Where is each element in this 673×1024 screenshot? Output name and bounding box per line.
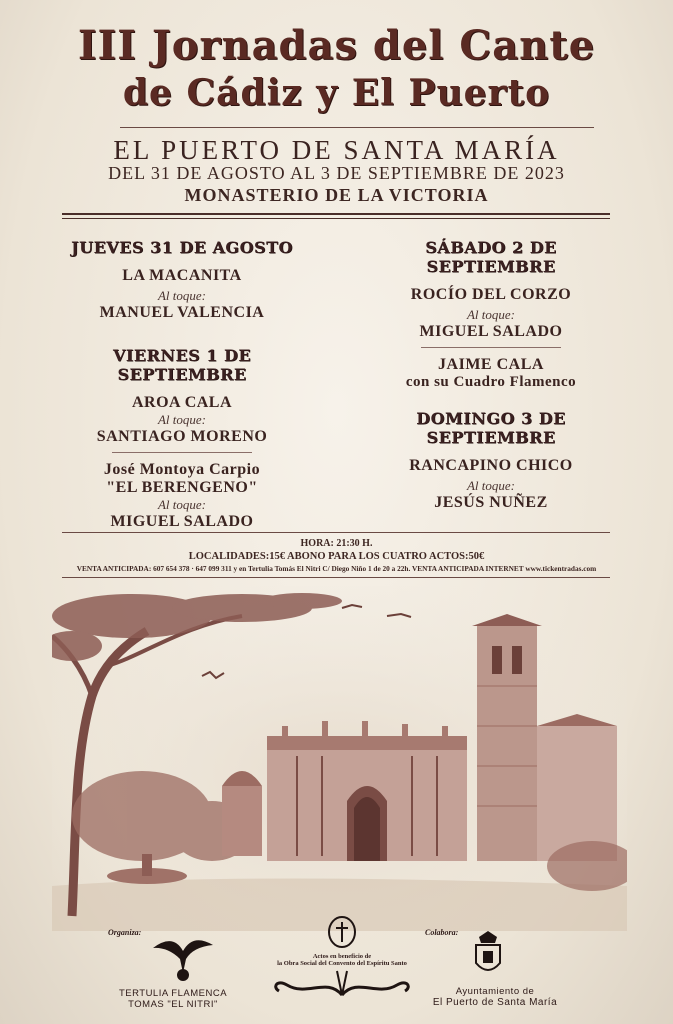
organizer-logo-block: [108, 928, 238, 1010]
collaborator-name-line2: El Puerto de Santa María: [432, 997, 558, 1008]
info-divider-top: [62, 532, 610, 533]
colabora-label: Colabora:: [425, 928, 459, 937]
day-heading-saturday: SÁBADO 2 DE SEPTIEMBRE: [425, 238, 557, 276]
artist-name: RANCAPINO CHICO: [409, 457, 573, 474]
left-column: [58, 238, 306, 531]
toque-label: Al toque:: [157, 412, 206, 427]
guitarist-name: MIGUEL SALADO: [110, 513, 254, 530]
time-info: HORA: 21:30 H.: [300, 538, 373, 549]
artist-name: ROCÍO DEL CORZO: [410, 286, 572, 303]
collaborator-name-line1: Ayuntamiento de: [455, 986, 535, 997]
header-double-divider: [62, 213, 610, 219]
venue-name: MONASTERIO DE LA VICTORIA: [184, 185, 489, 205]
artist-name: LA MACANITA: [122, 267, 242, 284]
artist-subtitle: con su Cuadro Flamenco: [405, 374, 577, 390]
monastery-illustration: [52, 586, 627, 931]
toque-label: Al toque:: [466, 307, 515, 322]
day-heading-friday: VIERNES 1 DE SEPTIEMBRE: [112, 346, 252, 384]
ticket-prices: LOCALIDADES:15€ ABONO PARA LOS CUATRO ACTOS:50€: [188, 551, 485, 562]
day-heading-thursday: JUEVES 31 DE AGOSTO: [71, 238, 293, 257]
collaborator-logo-block: [425, 928, 565, 1008]
convent-seal-icon: [327, 916, 357, 948]
organiza-label: Organiza:: [108, 928, 142, 937]
center-text-line2: la Obra Social del Convento del Espíritu Santo: [277, 960, 407, 967]
title-divider: [120, 127, 594, 128]
artist-name: JAIME CALA: [438, 356, 544, 373]
artist-nickname: "EL BERENGENO": [106, 479, 258, 496]
organizer-name-line1: TERTULIA FLAMENCA: [118, 988, 228, 999]
title-line-2: de Cádiz y El Puerto: [122, 72, 551, 114]
center-logo-block: [252, 916, 432, 1006]
info-divider-bottom: [62, 577, 610, 578]
advance-sales-info: VENTA ANTICIPADA: 607 654 378 · 647 099 311 y en Tertulia Tomás El Nitri C/ Diego Niño 1 de 20 a 22h. VENTA ANTICIPADA INTERNET www.tickentradas.com: [76, 564, 597, 573]
center-text-line1: Actos en beneficio de: [312, 953, 372, 960]
guitarist-name: MIGUEL SALADO: [419, 323, 563, 340]
guitarist-name: MANUEL VALENCIA: [99, 304, 265, 321]
entry-divider: [112, 452, 252, 453]
day-heading-sunday: DOMINGO 3 DE SEPTIEMBRE: [416, 409, 566, 447]
ornament-icon: [267, 967, 417, 1001]
bird-logo-icon: [148, 933, 218, 983]
artist-name: AROA CALA: [131, 394, 233, 411]
entry-divider: [421, 347, 561, 348]
guitarist-name: SANTIAGO MORENO: [96, 428, 268, 445]
toque-label: Al toque:: [157, 288, 206, 303]
artist-name: José Montoya Carpio: [103, 461, 261, 478]
date-range: DEL 31 DE AGOSTO AL 3 DE SEPTIEMBRE DE 2023: [108, 163, 565, 183]
guitarist-name: JESÚS NUÑEZ: [434, 494, 548, 511]
toque-label: Al toque:: [466, 478, 515, 493]
coat-of-arms-icon: [471, 931, 505, 981]
city-heading: EL PUERTO DE SANTA MARÍA: [113, 135, 560, 165]
right-column: [362, 238, 620, 512]
title-line-1: III Jornadas del Cante: [77, 22, 596, 69]
toque-label: Al toque:: [157, 497, 206, 512]
organizer-name-line2: TOMAS "EL NITRI": [128, 999, 218, 1010]
